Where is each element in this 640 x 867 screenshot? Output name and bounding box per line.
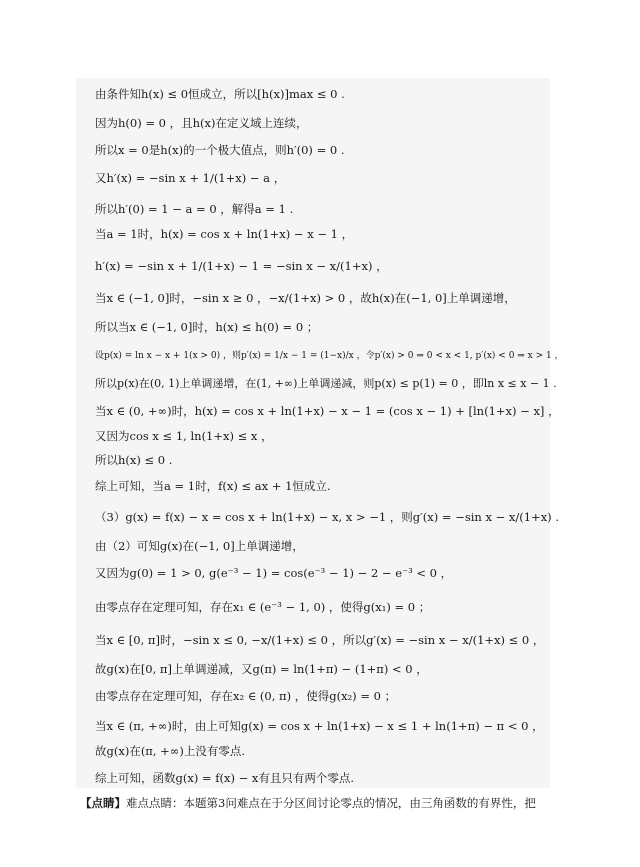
solution-line: 所以x = 0是h(x)的一个极大值点，则h′(0) = 0 . <box>95 143 345 157</box>
solution-line: 当x ∈ [0, π]时，−sin x ≤ 0, −x/(1+x) ≤ 0 ，所以g′(x) = −sin x − x/(1+x) ≤ 0 ， <box>95 633 545 647</box>
solution-line: 因为h(0) = 0 ，且h(x)在定义域上连续， <box>95 116 308 130</box>
solution-line: 当x ∈ (0, +∞)时，h(x) = cos x + ln(1+x) − x − 1 = (cos x − 1) + [ln(1+x) − x] ， <box>95 404 560 418</box>
solution-line: 又因为g(0) = 1 > 0, g(e⁻³ − 1) = cos(e⁻³ − 1) − 2 − e⁻³ < 0 ， <box>95 566 453 580</box>
solution-line: 又h′(x) = −sin x + 1/(1+x) − a ， <box>95 171 286 185</box>
solution-line: h′(x) = −sin x + 1/(1+x) − 1 = −sin x − x/(1+x) ， <box>95 259 388 273</box>
note-label: 【点睛】 <box>80 796 126 810</box>
solution-line: 故g(x)在(π, +∞)上没有零点. <box>95 744 246 758</box>
solution-line: 当a = 1时，h(x) = cos x + ln(1+x) − x − 1 ， <box>95 227 354 241</box>
note-paragraph <box>80 795 560 811</box>
solution-line: 由（2）可知g(x)在(−1, 0]上单调递增， <box>95 539 304 553</box>
solution-line: 由零点存在定理可知，存在x₁ ∈ (e⁻³ − 1, 0) ，使得g(x₁) = 0 ； <box>95 600 431 614</box>
note-text: 难点点睛：本题第3问难点在于分区间讨论零点的情况，由三角函数的有界性，把 <box>126 796 536 810</box>
solution-line: 所以h(x) ≤ 0 . <box>95 453 173 467</box>
solution-line: 由零点存在定理可知，存在x₂ ∈ (0, π) ，使得g(x₂) = 0 ； <box>95 689 397 703</box>
solution-line: （3）g(x) = f(x) − x = cos x + ln(1+x) − x, x > −1 ，则g′(x) = −sin x − x/(1+x) . <box>95 510 559 524</box>
solution-line: 综上可知，当a = 1时，f(x) ≤ ax + 1恒成立. <box>95 479 331 493</box>
solution-line: 设p(x) = ln x − x + 1(x > 0) ，则p′(x) = 1/x − 1 = (1−x)/x ，令p′(x) > 0 ⇒ 0 < x < 1, p′(x) < 0 ⇒ x > 1 ， <box>95 351 564 361</box>
solution-line: 所以p(x)在(0, 1)上单调递增，在(1, +∞)上单调递减，则p(x) ≤ p(1) = 0 ，即ln x ≤ x − 1 . <box>95 377 557 390</box>
solution-line: 所以h′(0) = 1 − a = 0 ，解得a = 1 . <box>95 202 294 216</box>
solution-line: 由条件知h(x) ≤ 0恒成立，所以[h(x)]max ≤ 0 . <box>95 87 345 101</box>
solution-line: 综上可知，函数g(x) = f(x) − x有且只有两个零点. <box>95 771 355 785</box>
solution-line: 所以当x ∈ (−1, 0]时，h(x) ≤ h(0) = 0 ； <box>95 320 319 334</box>
solution-line: 故g(x)在[0, π]上单调递减，又g(π) = ln(1+π) − (1+π) < 0 ， <box>95 662 428 676</box>
solution-line: 又因为cos x ≤ 1, ln(1+x) ≤ x ， <box>95 429 273 443</box>
solution-line: 当x ∈ (π, +∞)时，由上可知g(x) = cos x + ln(1+x) − x ≤ 1 + ln(1+π) − π < 0 ， <box>95 719 544 733</box>
solution-line: 当x ∈ (−1, 0]时，−sin x ≥ 0 ，−x/(1+x) > 0 ，故h(x)在(−1, 0]上单调递增， <box>95 291 516 305</box>
